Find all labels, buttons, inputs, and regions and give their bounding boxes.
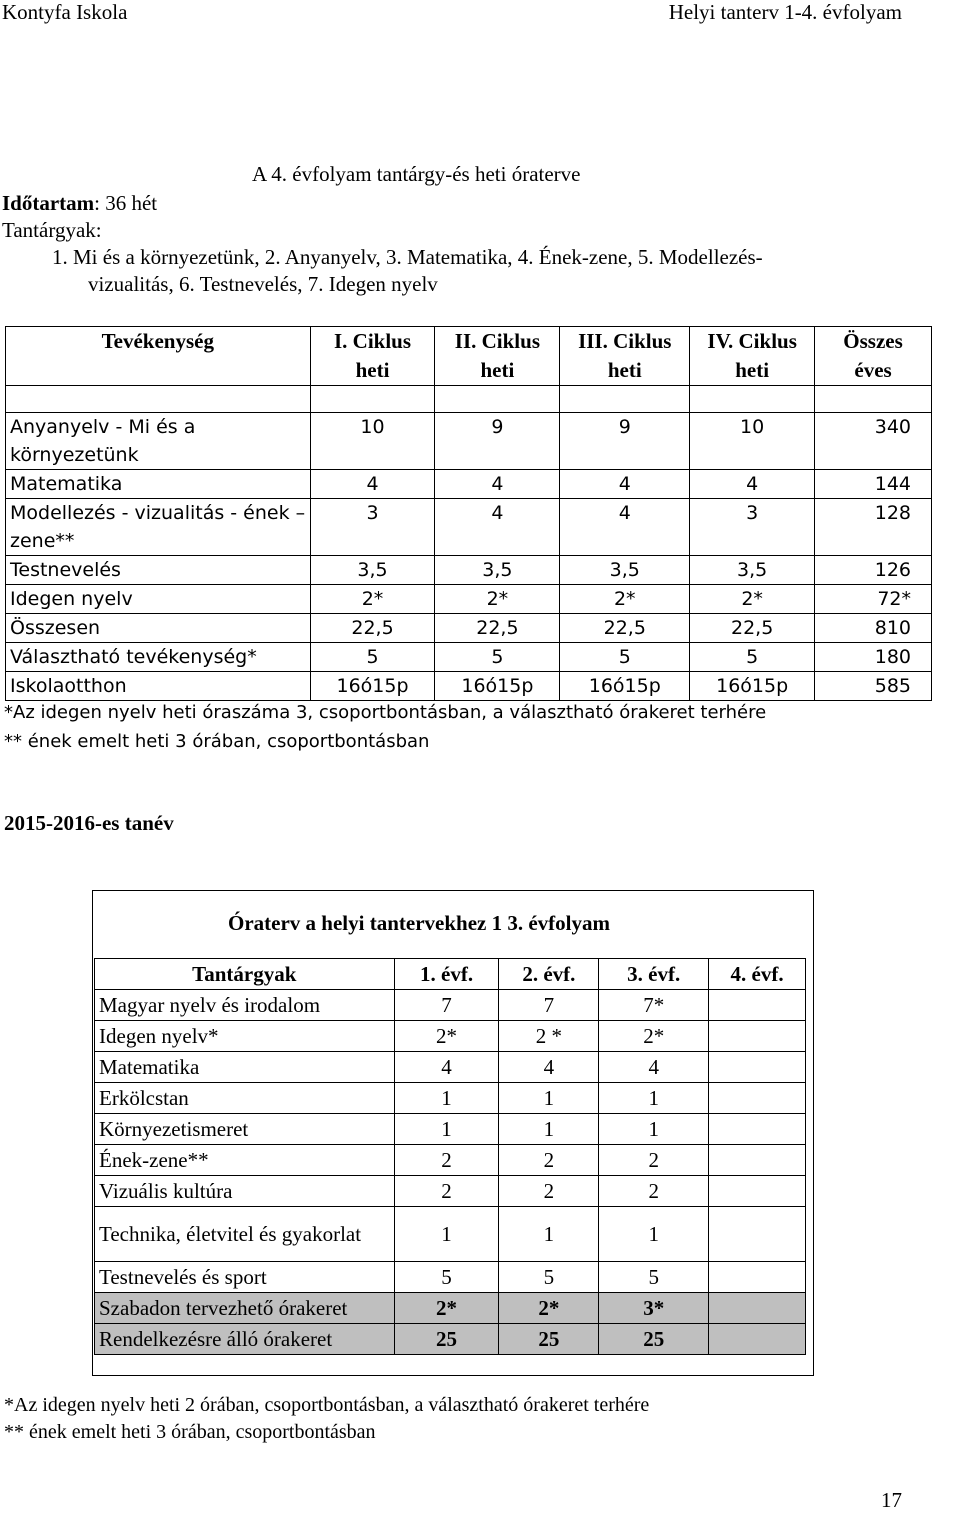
table-cell: 810 <box>815 614 932 643</box>
table-cell: 1 <box>599 1207 709 1262</box>
duration-line <box>2 191 157 216</box>
table-cell: 22,5 <box>310 614 435 643</box>
table-cell: Vizuális kultúra <box>95 1176 395 1207</box>
page-number: 17 <box>881 1488 902 1512</box>
table-cell: 1 <box>499 1114 599 1145</box>
table-cell: 2* <box>560 585 690 614</box>
table-cell: 4 <box>599 1052 709 1083</box>
table-cell <box>435 386 560 413</box>
table-header-row <box>95 959 806 990</box>
table-cell <box>709 1293 806 1324</box>
table-cell: 22,5 <box>560 614 690 643</box>
table-cell: 4 <box>310 470 435 499</box>
table-cell <box>709 1052 806 1083</box>
table-cell: 1 <box>499 1207 599 1262</box>
table-row <box>95 1021 806 1052</box>
section-title: A 4. évfolyam tantárgy-és heti óraterve <box>252 162 581 186</box>
curriculum-table <box>94 958 806 1355</box>
table-cell: 16ó15p <box>560 672 690 701</box>
table-cell: 2 <box>394 1176 499 1207</box>
table-cell: 5 <box>435 643 560 672</box>
table-cell <box>709 1324 806 1355</box>
table-row <box>6 614 932 643</box>
table1-footnote-2: ** ének emelt heti 3 órában, csoportbontásban <box>4 731 430 752</box>
table-cell: 2* <box>435 585 560 614</box>
table-cell: 2 <box>499 1176 599 1207</box>
table-cell: Matematika <box>95 1052 395 1083</box>
table-cell: Ének-zene** <box>95 1145 395 1176</box>
table-cell: 144 <box>815 470 932 499</box>
table-cell: Testnevelés <box>6 556 311 585</box>
table-cell: 5 <box>599 1262 709 1293</box>
table-cell: 3 <box>690 499 815 556</box>
table-cell: 4 <box>435 470 560 499</box>
table-cell: 25 <box>394 1324 499 1355</box>
table-cell: 25 <box>599 1324 709 1355</box>
table-cell: 4 <box>435 499 560 556</box>
column-header: IV. Ciklus heti <box>690 327 815 386</box>
table-header-row <box>6 327 932 386</box>
table-cell: 2* <box>394 1021 499 1052</box>
column-header: 1. évf. <box>394 959 499 990</box>
table-row <box>6 585 932 614</box>
table1-footnote-1: *Az idegen nyelv heti óraszáma 3, csoportbontásban, a választható órakeret terhére <box>4 702 767 723</box>
table-cell: 1 <box>499 1083 599 1114</box>
table-row <box>95 1176 806 1207</box>
duration-value: : 36 hét <box>94 191 158 215</box>
column-header: Tevékenység <box>6 327 311 386</box>
column-header: III. Ciklus heti <box>560 327 690 386</box>
table-cell: 2 <box>599 1145 709 1176</box>
table-cell: Rendelkezésre álló órakeret <box>95 1324 395 1355</box>
table-spacer-row <box>6 386 932 413</box>
table-cell: Idegen nyelv <box>6 585 311 614</box>
table-cell: 5 <box>499 1262 599 1293</box>
table-cell <box>709 1207 806 1262</box>
column-header: I. Ciklus heti <box>310 327 435 386</box>
table-row <box>95 1145 806 1176</box>
table-cell: 4 <box>560 499 690 556</box>
table-cell: Matematika <box>6 470 311 499</box>
table-cell: 3,5 <box>690 556 815 585</box>
table-cell: Testnevelés és sport <box>95 1262 395 1293</box>
table-row <box>6 470 932 499</box>
table-cell: Környezetismeret <box>95 1114 395 1145</box>
table-cell: 72* <box>815 585 932 614</box>
table-cell: 4 <box>499 1052 599 1083</box>
table-row <box>6 499 932 556</box>
table-cell: 2* <box>499 1293 599 1324</box>
table-cell <box>709 1083 806 1114</box>
table-cell: 9 <box>560 413 690 470</box>
table-cell: 4 <box>394 1052 499 1083</box>
table-cell: 22,5 <box>690 614 815 643</box>
table-cell: Idegen nyelv* <box>95 1021 395 1052</box>
table-cell: 1 <box>394 1207 499 1262</box>
table-row <box>95 1262 806 1293</box>
table-cell: 3,5 <box>310 556 435 585</box>
table-cell: 2* <box>310 585 435 614</box>
table-row <box>95 1207 806 1262</box>
table-cell: 2 <box>394 1145 499 1176</box>
table-cell: Magyar nyelv és irodalom <box>95 990 395 1021</box>
curriculum-box-title: Óraterv a helyi tantervekhez 1 3. évfolyam <box>228 911 610 935</box>
table-cell <box>709 990 806 1021</box>
table-cell: Technika, életvitel és gyakorlat <box>95 1207 395 1262</box>
column-header: II. Ciklus heti <box>435 327 560 386</box>
table-cell <box>815 386 932 413</box>
table-row <box>95 1114 806 1145</box>
table-row <box>6 413 932 470</box>
table-row <box>6 643 932 672</box>
subjects-line-2: vizualitás, 6. Testnevelés, 7. Idegen nyelv <box>88 272 438 296</box>
table-cell: Összesen <box>6 614 311 643</box>
header-document-title: Helyi tanterv 1-4. évfolyam <box>668 0 902 24</box>
table2-footnote-2: ** ének emelt heti 3 órában, csoportbontásban <box>4 1421 376 1443</box>
table-cell <box>709 1021 806 1052</box>
table-cell: 5 <box>560 643 690 672</box>
table-cell: 1 <box>394 1114 499 1145</box>
table-cell: 2 <box>599 1176 709 1207</box>
table-row-highlighted <box>95 1293 806 1324</box>
table-cell: 126 <box>815 556 932 585</box>
table-cell: 585 <box>815 672 932 701</box>
table-cell <box>709 1114 806 1145</box>
table-cell: Erkölcstan <box>95 1083 395 1114</box>
table-cell: 5 <box>690 643 815 672</box>
table-cell: 128 <box>815 499 932 556</box>
table-cell <box>690 386 815 413</box>
table-cell: 10 <box>310 413 435 470</box>
table-row <box>6 556 932 585</box>
table-cell: 1 <box>394 1083 499 1114</box>
table-cell <box>709 1176 806 1207</box>
table-cell: 7 <box>499 990 599 1021</box>
table-cell: 3 <box>310 499 435 556</box>
table-cell: 10 <box>690 413 815 470</box>
table-cell: 5 <box>310 643 435 672</box>
table-cell: Anyanyelv - Mi és a környezetünk <box>6 413 311 470</box>
column-header: 4. évf. <box>709 959 806 990</box>
table-cell: 2* <box>394 1293 499 1324</box>
table-cell <box>709 1262 806 1293</box>
table-cell: 3,5 <box>435 556 560 585</box>
table-cell: 25 <box>499 1324 599 1355</box>
table-cell: 1 <box>599 1114 709 1145</box>
table-cell: 22,5 <box>435 614 560 643</box>
table-cell: 1 <box>599 1083 709 1114</box>
table-cell: 5 <box>394 1262 499 1293</box>
column-header: Tantárgyak <box>95 959 395 990</box>
table-cell: 340 <box>815 413 932 470</box>
table-cell: Választható tevékenység* <box>6 643 311 672</box>
column-header: 3. évf. <box>599 959 709 990</box>
table-cell: 9 <box>435 413 560 470</box>
table-row <box>95 1083 806 1114</box>
table-cell <box>6 386 311 413</box>
table-cell <box>560 386 690 413</box>
table-cell: 2 * <box>499 1021 599 1052</box>
table-cell: 16ó15p <box>310 672 435 701</box>
column-header: 2. évf. <box>499 959 599 990</box>
table-cell: 2 <box>499 1145 599 1176</box>
table-cell: 3,5 <box>560 556 690 585</box>
table-cell: 4 <box>690 470 815 499</box>
table-cell: 3* <box>599 1293 709 1324</box>
table-cell: Modellezés - vizualitás - ének – zene** <box>6 499 311 556</box>
header-school-name: Kontyfa Iskola <box>2 0 128 24</box>
table-cell: 4 <box>560 470 690 499</box>
table-row-highlighted <box>95 1324 806 1355</box>
duration-label: Időtartam <box>2 191 95 215</box>
table-cell: 7 <box>394 990 499 1021</box>
table-cell: 16ó15p <box>690 672 815 701</box>
table-cell: 2* <box>599 1021 709 1052</box>
table-row <box>6 672 932 701</box>
subjects-label: Tantárgyak: <box>2 218 102 242</box>
table-cell: Iskolaotthon <box>6 672 311 701</box>
school-year-heading: 2015-2016-es tanév <box>4 811 174 835</box>
table-row <box>95 1052 806 1083</box>
table-cell: 180 <box>815 643 932 672</box>
weekly-schedule-table <box>5 326 932 701</box>
table-row <box>95 990 806 1021</box>
subjects-line-1: 1. Mi és a környezetünk, 2. Anyanyelv, 3. Matematika, 4. Ének-zene, 5. Modellezés- <box>52 245 763 269</box>
table-cell <box>709 1145 806 1176</box>
column-header: Összes éves <box>815 327 932 386</box>
table-cell <box>310 386 435 413</box>
table2-footnote-1: *Az idegen nyelv heti 2 órában, csoportbontásban, a választható órakeret terhére <box>4 1394 650 1416</box>
table-cell: 7* <box>599 990 709 1021</box>
table-cell: Szabadon tervezhető órakeret <box>95 1293 395 1324</box>
table-cell: 16ó15p <box>435 672 560 701</box>
table-cell: 2* <box>690 585 815 614</box>
